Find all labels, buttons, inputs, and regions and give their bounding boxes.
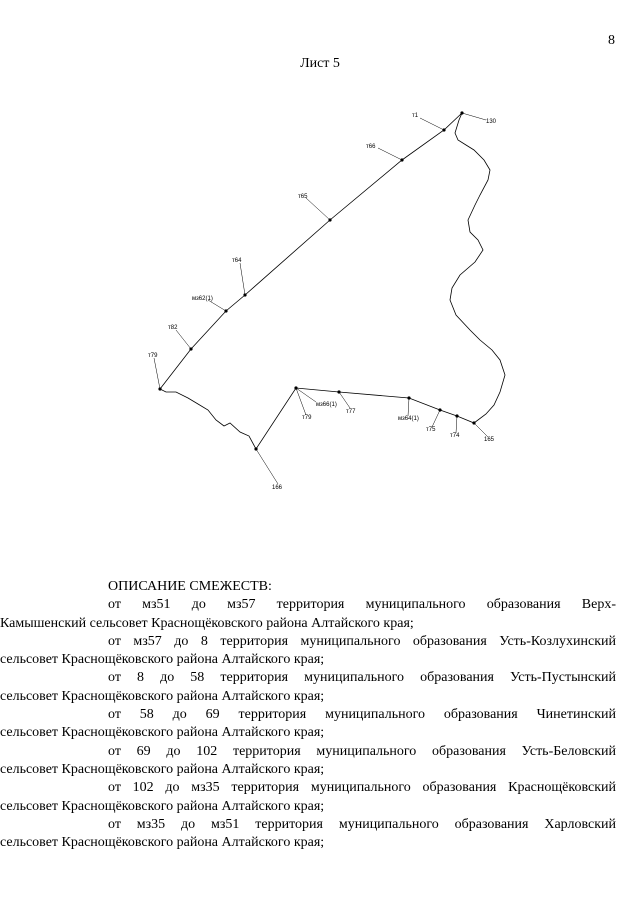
label-mz64: мз64(1) [398, 416, 419, 422]
label-mz66: мз66(1) [316, 402, 337, 408]
label-t77: т77 [346, 409, 356, 415]
adjacency-line1: от мз51 до мз57 территория муниципального образования Верх- [108, 597, 616, 613]
adjacency-item [0, 816, 616, 853]
label-166: 166 [272, 485, 283, 491]
label-mz62: мз62(1) [192, 296, 213, 302]
label-t74: т74 [450, 433, 460, 439]
adjacency-line1: от 58 до 69 территория муниципального образования Чинетинский [108, 707, 616, 723]
adjacency-line2: сельсовет Краснощёковского района Алтайского края; [0, 688, 325, 704]
label-130: 130 [486, 119, 497, 125]
vertex-points [158, 111, 475, 450]
adjacency-line2: сельсовет Краснощёковского района Алтайского края; [0, 835, 325, 851]
adjacency-item [0, 779, 616, 816]
adjacency-line2: Камышенский сельсовет Краснощёковского района Алтайского края; [0, 615, 414, 631]
label-t1: т1 [412, 113, 419, 119]
adjacency-item [0, 743, 616, 780]
adjacency-item [0, 633, 616, 670]
label-t75: т75 [426, 427, 436, 433]
adjacency-item [0, 596, 616, 633]
label-t79-top: т79 [148, 353, 158, 359]
label-t66: т66 [366, 144, 376, 150]
label-t79-bottom: т79 [302, 415, 312, 421]
adjacency-line1: от 102 до мз35 территория муниципального образования Краснощёковский [108, 780, 616, 796]
label-t64: т64 [232, 258, 242, 264]
adjacency-line2: сельсовет Краснощёковского района Алтайского края; [0, 725, 325, 741]
adjacency-line2: сельсовет Краснощёковского района Алтайского края; [0, 652, 325, 668]
adjacency-item [0, 706, 616, 743]
adjacency-line1: от 8 до 58 территория муниципального образования Усть-Пустынский [108, 670, 616, 686]
page-number: 8 [608, 33, 615, 48]
label-165: 165 [484, 437, 495, 443]
adjacency-line1: от 69 до 102 территория муниципального образования Усть-Беловский [108, 743, 616, 759]
adjacency-line2: сельсовет Краснощёковского района Алтайского края; [0, 798, 325, 814]
description-heading: ОПИСАНИЕ СМЕЖЕСТВ: [108, 579, 272, 594]
boundary-outline [160, 113, 505, 449]
adjacency-line1: от мз57 до 8 территория муниципального образования Усть-Козлухинский [108, 633, 616, 649]
adjacency-line1: от мз35 до мз51 территория муниципального образования Харловский [108, 816, 616, 832]
label-t82: т82 [168, 325, 178, 331]
sheet-title: Лист 5 [300, 56, 340, 71]
adjacency-item [0, 669, 616, 706]
adjacency-line2: сельсовет Краснощёковского района Алтайского края; [0, 761, 325, 777]
adjacency-description [0, 578, 616, 852]
label-t65: т65 [298, 194, 308, 200]
